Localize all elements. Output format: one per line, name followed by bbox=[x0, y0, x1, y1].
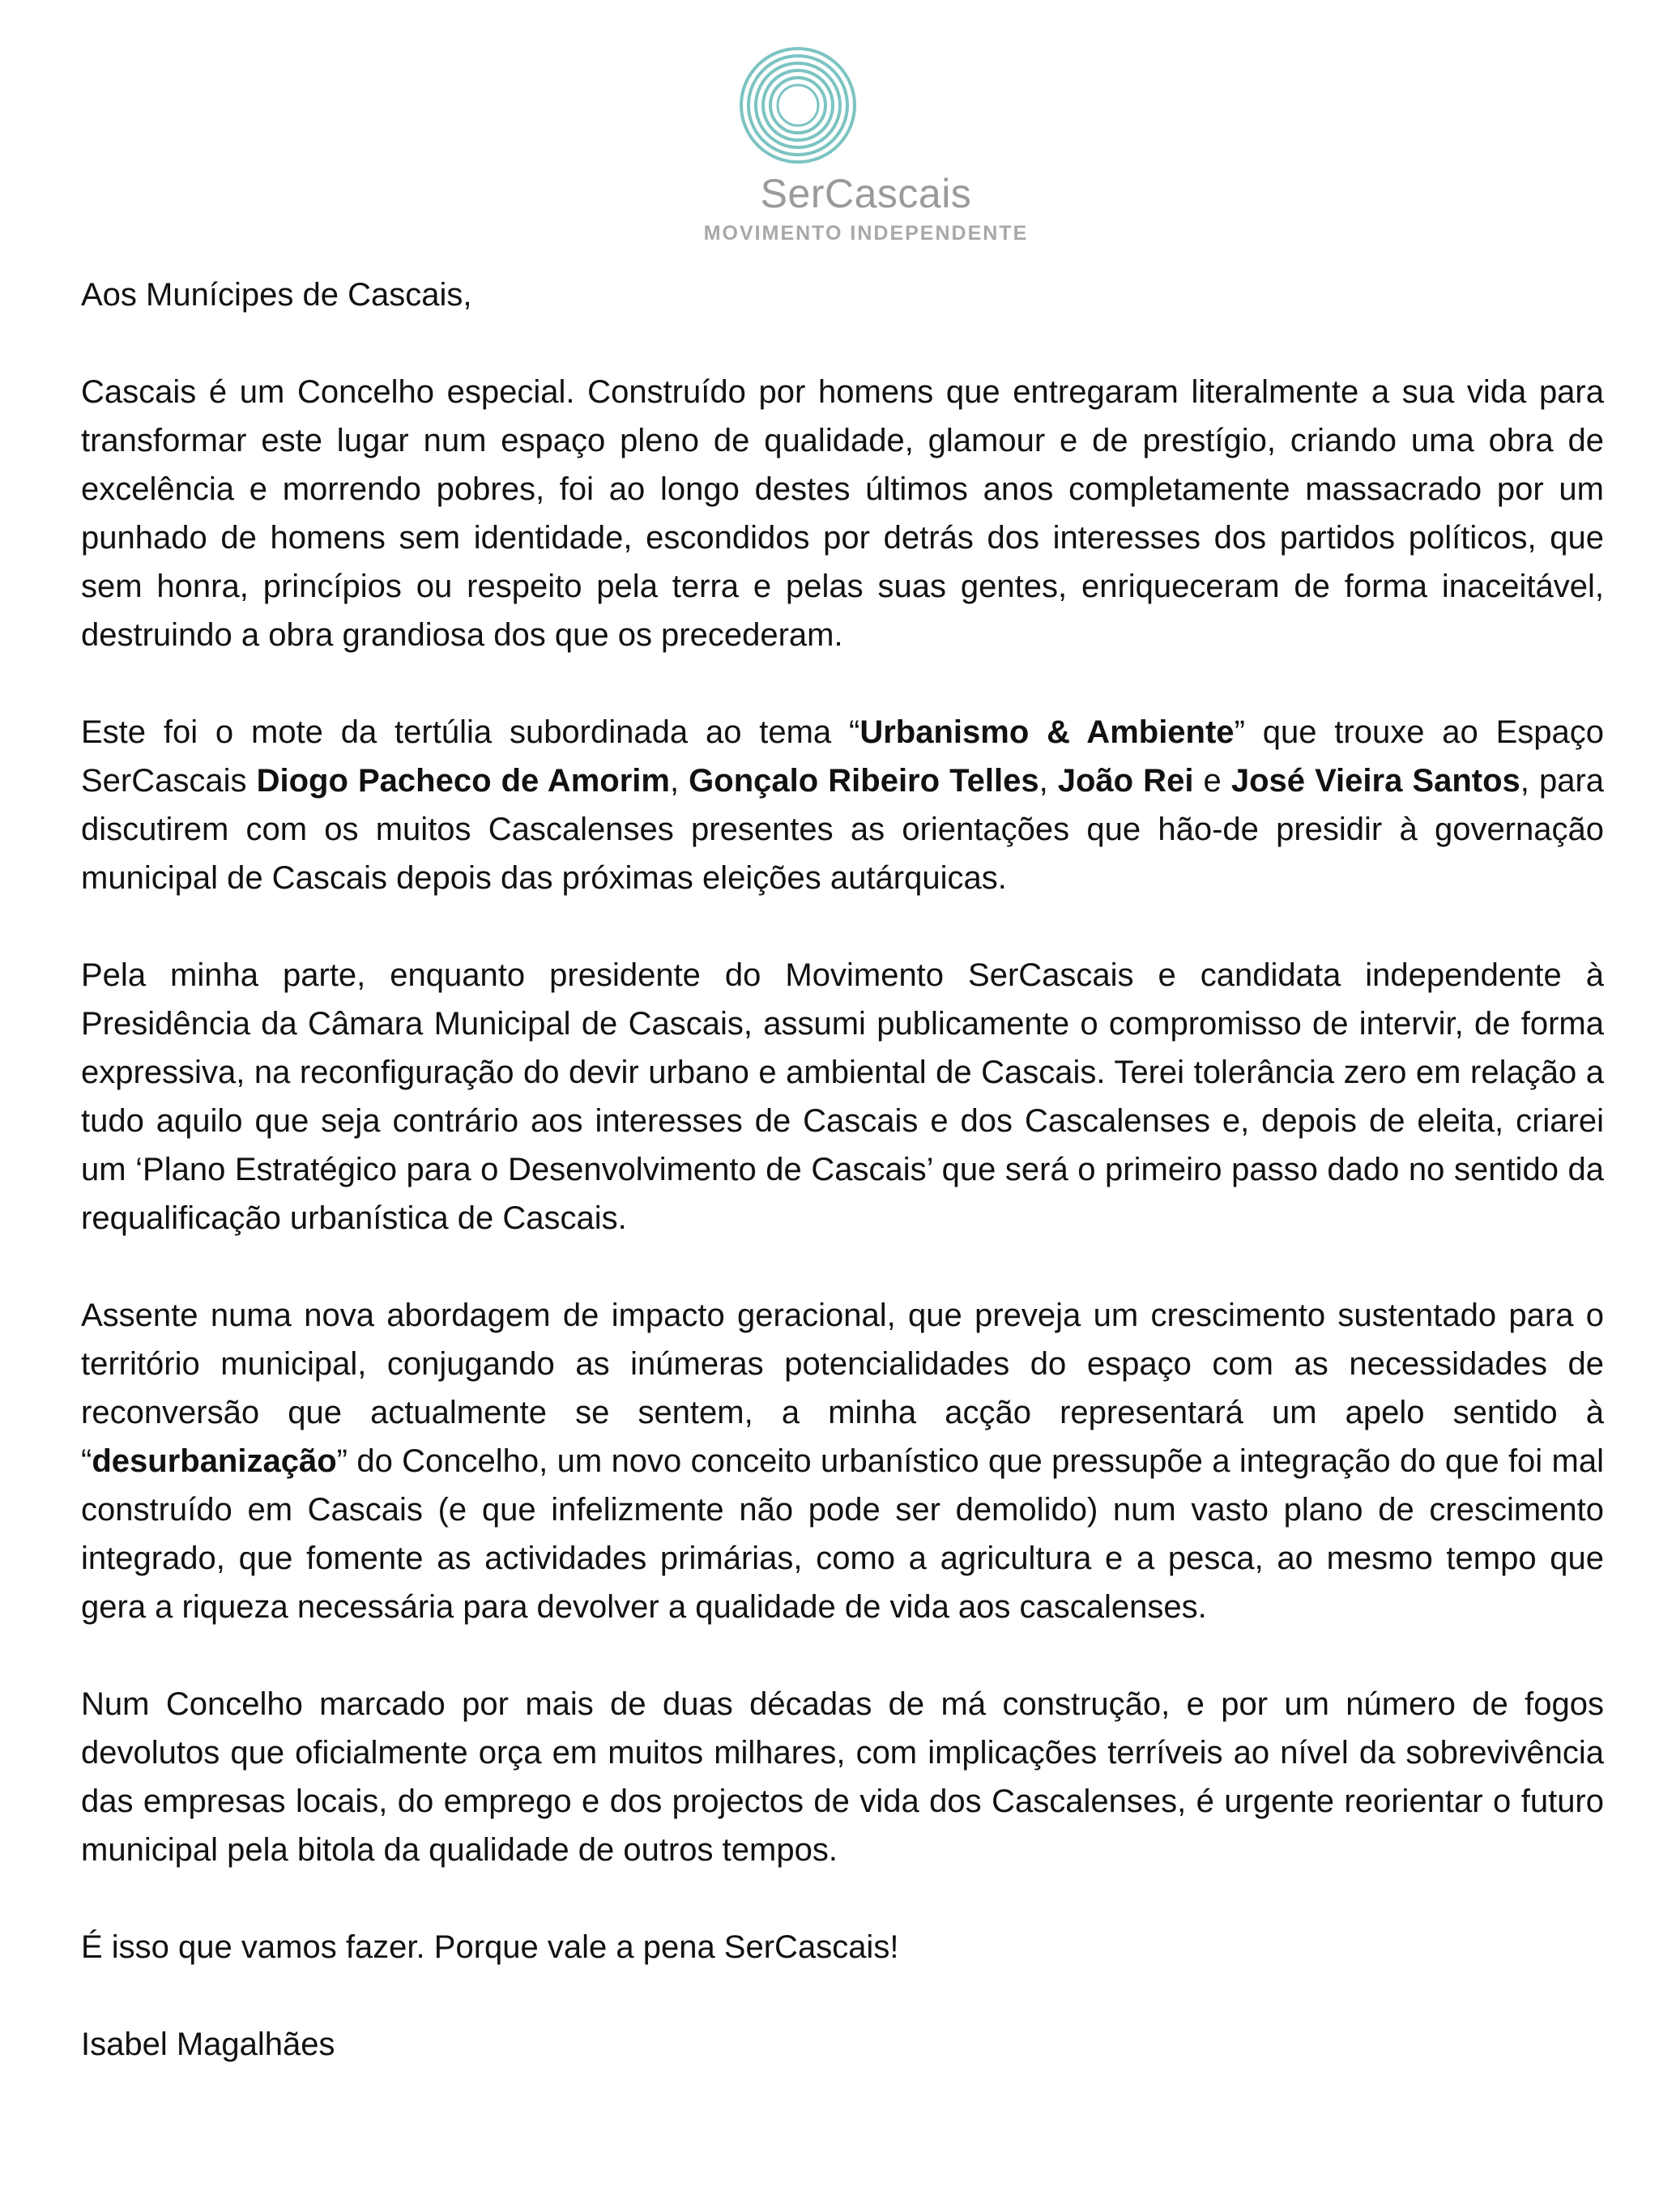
logo bbox=[0, 40, 1659, 251]
guest-name: José Vieira Santos bbox=[1230, 763, 1520, 799]
salutation: Aos Munícipes de Cascais, bbox=[81, 277, 472, 313]
paragraph-1: Cascais é um Concelho especial. Construído por homens que entregaram literalmente a sua vida para transformar este lugar num espaço pleno de qualidade, glamour e de prestígio, criando uma obra de excelência e morrendo pobres, foi ao longo destes últimos anos completamente massacrado por um punhado de homens sem identidade, escondidos por detrás dos interesses dos partidos políticos, que sem honra, princípios ou respeito pela terra e pelas suas gentes, enriqueceram de forma inaceitável, destruindo a obra grandiosa dos que os precederam. bbox=[81, 374, 1604, 653]
concentric-circles-logo-icon bbox=[737, 45, 859, 166]
paragraph-2: Este foi o mote da tertúlia subordinada ao tema “Urbanismo & Ambiente” que trouxe ao Espaço SerCascais Diogo Pacheco de Amorim, Gonçalo Ribeiro Telles, João Rei e José Vieira Santos, para discutirem com os muitos Cascalenses presentes as orientações que hão-de presidir à governação municipal de Cascais depois das próximas eleições autárquicas. bbox=[81, 714, 1605, 896]
letter-body bbox=[81, 271, 1604, 2069]
paragraph-5: Num Concelho marcado por mais de duas décadas de má construção, e por um número de fogos devolutos que oficialmente orça em muitos milhares, com implicações terríveis ao nível da sobrevivência das empresas locais, do emprego e dos projectos de vida dos Cascalenses, é urgente reorientar o futuro municipal pela bitola da qualidade de outros tempos. bbox=[81, 1686, 1604, 1868]
signature: Isabel Magalhães bbox=[81, 2027, 335, 2062]
guest-name: João Rei bbox=[1057, 763, 1194, 799]
logo-name: SerCascais bbox=[760, 171, 972, 216]
concept-bold: desurbanização bbox=[92, 1443, 337, 1479]
paragraph-4: Assente numa nova abordagem de impacto geracional, que preveja um crescimento sustentado para o território municipal, conjugando as inúmeras potencialidades do espaço com as necessidades de reconversão que actualmente se sentem, a minha acção representará um apelo sentido à “desurbanização” do Concelho, um novo conceito urbanístico que pressupõe a integração do que foi mal construído em Cascais (e que infelizmente não pode ser demolido) num vasto plano de crescimento integrado, que fomente as actividades primárias, como a agricultura e a pesca, ao mesmo tempo que gera a riqueza necessária para devolver a qualidade de vida aos cascalenses. bbox=[81, 1298, 1604, 1625]
logo-subtitle: MOVIMENTO INDEPENDENTE bbox=[703, 222, 1029, 245]
topic-bold: Urbanismo & Ambiente bbox=[859, 714, 1235, 750]
closing-line: É isso que vamos fazer. Porque vale a pena SerCascais! bbox=[81, 1929, 899, 1965]
paragraph-3: Pela minha parte, enquanto presidente do Movimento SerCascais e candidata independente à Presidência da Câmara Municipal de Cascais, assumi publicamente o compromisso de intervir, de forma expressiva, na reconfiguração do devir urbano e ambiental de Cascais. Terei tolerância zero em relação a tudo aquilo que seja contrário aos interesses de Cascais e dos Cascalenses e, depois de eleita, criarei um ‘Plano Estratégico para o Desenvolvimento de Cascais’ que será o primeiro passo dado no sentido da requalificação urbanística de Cascais. bbox=[81, 957, 1604, 1236]
guest-name: Diogo Pacheco de Amorim bbox=[256, 763, 670, 799]
guest-name: Gonçalo Ribeiro Telles bbox=[689, 763, 1039, 799]
